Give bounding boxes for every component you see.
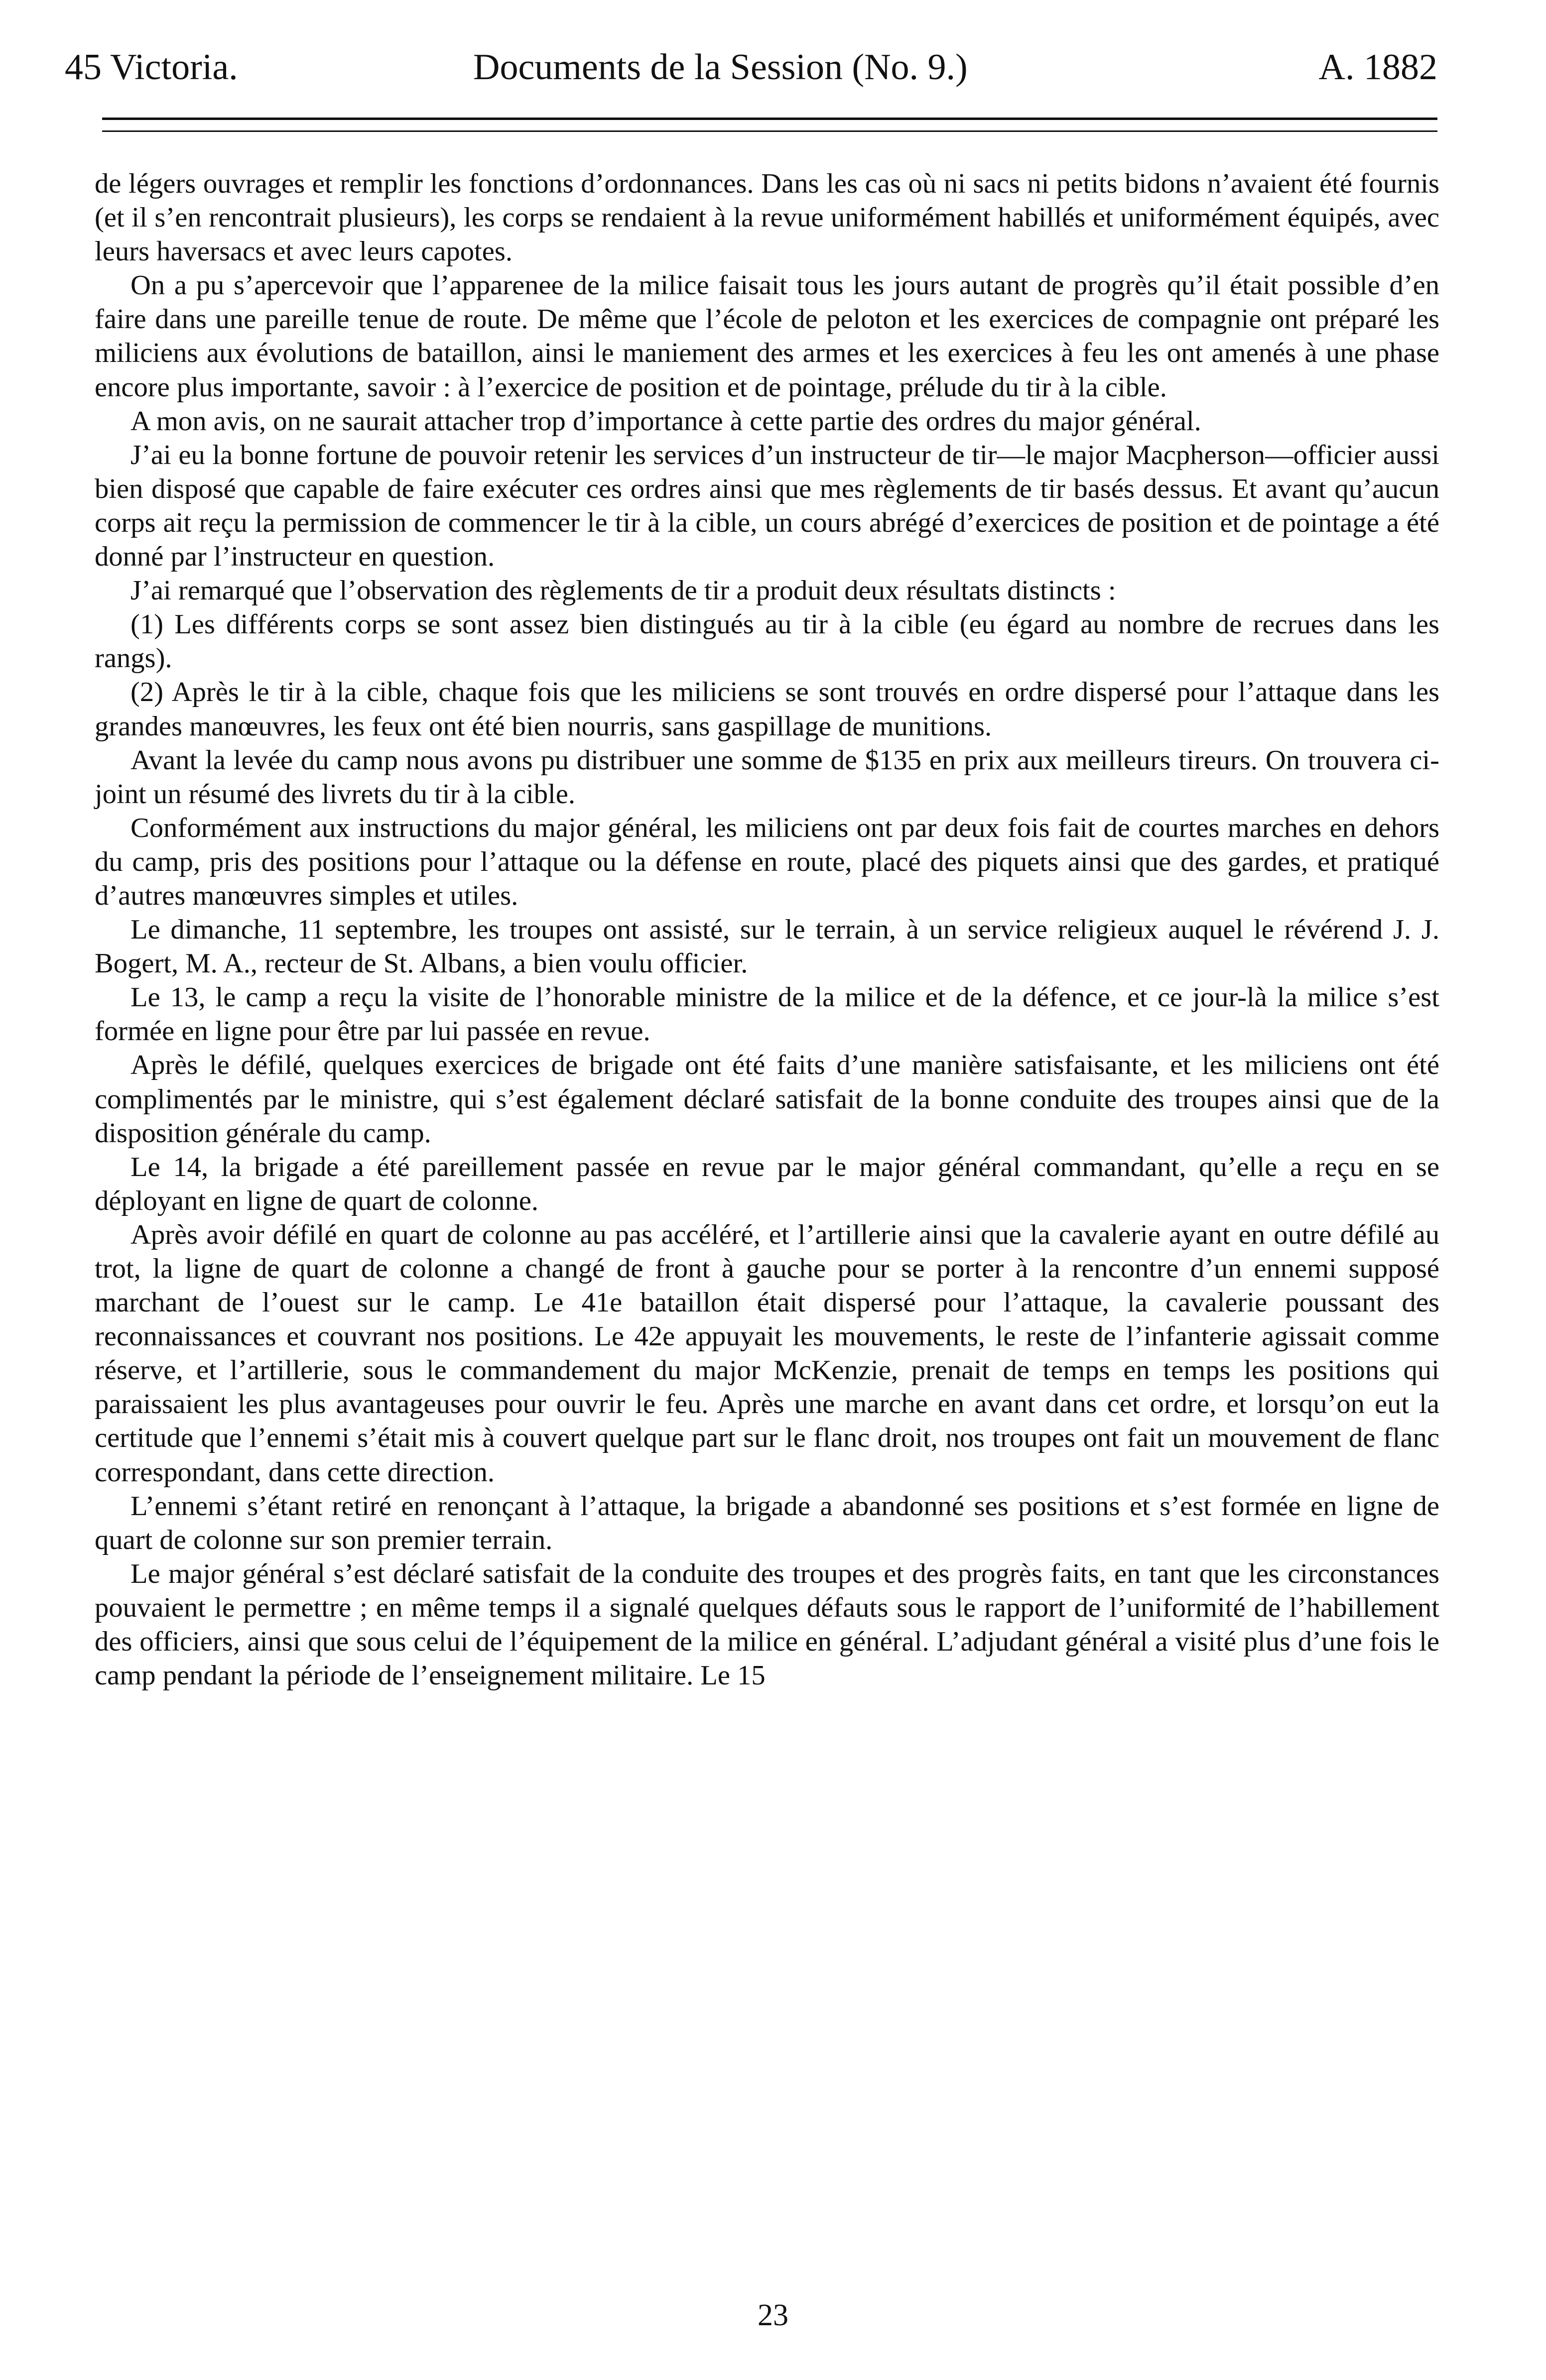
paragraph: On a pu s’apercevoir que l’apparenee de la milice faisait tous les jours autant de progrès qu’il était possible d’en faire dans une pareille tenue de route. De même que l’école de peloton et les exercices de compagnie ont préparé les miliciens aux évolutions de bataillon, ainsi le maniement des armes et les exercices à feu les ont amenés à une phase encore plus importante, savoir : à l’exercice de position et de pointage, prélude du tir à la cible. — [95, 270, 1439, 403]
paragraph: (1) Les différents corps se sont assez bien distingués au tir à la cible (eu égard au nombre de recrues dans les rangs). — [95, 609, 1439, 674]
paragraph: (2) Après le tir à la cible, chaque fois que les miliciens se sont trouvés en ordre dispersé pour l’attaque dans les grandes manœuvres, les feux ont été bien nourris, sans gaspillage de munitions. — [95, 677, 1439, 742]
paragraph: L’ennemi s’étant retiré en renonçant à l’attaque, la brigade a abandonné ses positions et s’est formée en ligne de quart de colonne sur son premier terrain. — [95, 1490, 1439, 1555]
paragraph: Le 13, le camp a reçu la visite de l’honorable ministre de la milice et de la défence, et ce jour-là la milice s’est formée en ligne pour être par lui passée en revue. — [95, 982, 1439, 1047]
paragraph: J’ai remarqué que l’observation des règlements de tir a produit deux résultats distincts : — [130, 575, 1116, 606]
paragraph: Avant la levée du camp nous avons pu distribuer une somme de $135 en prix aux meilleurs tireurs. On trouvera ci-joint un résumé des livrets du tir à la cible. — [95, 744, 1439, 810]
header-year: A. 1882 — [1318, 47, 1437, 88]
paragraph: de légers ouvrages et remplir les fonctions d’ordonnances. Dans les cas où ni sacs ni petits bidons n’avaient été fournis (et il s’en rencontrait plusieurs), les corps se rendaient à la revue uniformément habillés et uniformément équipés, avec leurs haversacs et avec leurs capotes. — [95, 168, 1439, 267]
paragraph: Le 14, la brigade a été pareillement passée en revue par le major général commandant, qu’elle a reçu en se déployant en ligne de quart de colonne. — [95, 1151, 1439, 1216]
running-header — [65, 40, 1437, 95]
paragraph: J’ai eu la bonne fortune de pouvoir retenir les services d’un instructeur de tir—le major Macpherson—officier aussi bien disposé que capable de faire exécuter ces ordres ainsi que mes règlements de tir basés dessus. Et avant qu’aucun corps ait reçu la permission de commencer le tir à la cible, un cours abrégé d’exercices de position et de pointage a été donné par l’instructeur en question. — [95, 439, 1439, 573]
paragraph: Après avoir défilé en quart de colonne au pas accéléré, et l’artillerie ainsi que la cavalerie ayant en outre défilé au trot, la ligne de quart de colonne a changé de front à gauche pour se porter à la rencontre d’un ennemi supposé marchant de l’ouest sur le camp. Le 41e bataillon était dispersé pour l’attaque, la cavalerie poussant des reconnaissances et couvrant nos positions. Le 42e appuyait les mouvements, le reste de l’infanterie agissait comme réserve, et l’artillerie, sous le commandement du major McKenzie, prenait de temps en temps les positions qui paraissaient les plus avantageuses pour ouvrir le feu. Après une marche en avant dans cet ordre, et lorsqu’on eut la certitude que l’ennemi s’était mis à couvert quelque part sur le flanc droit, nos troupes ont fait un mouvement de flanc correspondant, dans cette direction. — [95, 1219, 1439, 1488]
page-number: 23 — [758, 2298, 788, 2332]
paragraph: Conformément aux instructions du major général, les miliciens ont par deux fois fait de courtes marches en dehors du camp, pris des positions pour l’attaque ou la défense en route, placé des piquets ainsi que des gardes, et pratiqué d’autres manœuvres simples et utiles. — [95, 812, 1439, 911]
header-title: Documents de la Session (No. 9.) — [473, 47, 968, 88]
paragraph: Le dimanche, 11 septembre, les troupes ont assisté, sur le terrain, à un service religieux auquel le révérend J. J. Bogert, M. A., recteur de St. Albans, a bien voulu officier. — [95, 914, 1439, 979]
body-text — [95, 167, 1439, 1692]
paragraph: A mon avis, on ne saurait attacher trop d’importance à cette partie des ordres du major général. — [130, 405, 1201, 437]
header-regnal-year: 45 Victoria. — [65, 47, 238, 88]
paragraph: Le major général s’est déclaré satisfait de la conduite des troupes et des progrès faits, en tant que les circonstances pouvaient le permettre ; en même temps il a signalé quelques défauts sous le rapport de l’uniformité de l’habillement des officiers, ainsi que sous celui de l’équipement de la milice en général. L’adjudant général a visité plus d’une fois le camp pendant la période de l’enseignement militaire. Le 15 — [95, 1558, 1439, 1691]
paragraph: Après le défilé, quelques exercices de brigade ont été faits d’une manière satisfaisante, et les miliciens ont été complimentés par le ministre, qui s’est également déclaré satisfait de la bonne conduite des troupes ainsi que de la disposition générale du camp. — [95, 1050, 1439, 1149]
header-rule-thin — [102, 130, 1437, 132]
header-rule-thick — [102, 118, 1437, 120]
